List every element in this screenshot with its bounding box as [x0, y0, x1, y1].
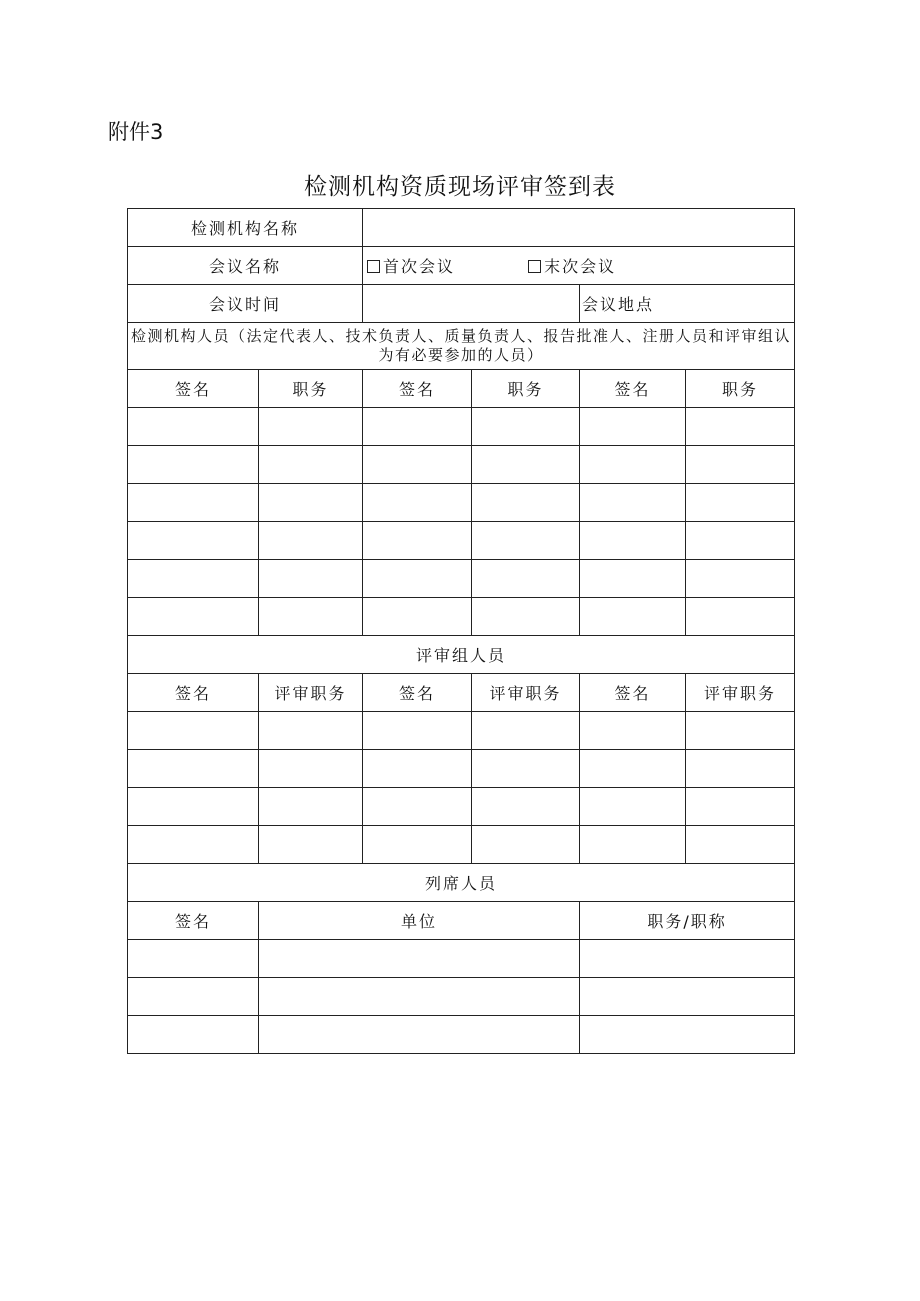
meeting-type-options [363, 247, 795, 285]
sign-cell[interactable] [128, 788, 259, 826]
org_section-column-headers [128, 370, 795, 408]
duty-cell[interactable] [472, 484, 580, 522]
duty-cell[interactable] [472, 560, 580, 598]
review_section-column-headers [128, 674, 795, 712]
meeting-time-field[interactable] [363, 285, 580, 323]
duty-cell[interactable] [259, 598, 363, 636]
table-row [128, 750, 795, 788]
duty-cell[interactable] [472, 712, 580, 750]
meeting-place-label: 会议地点 [580, 285, 795, 323]
duty-column-header: 评审职务 [686, 674, 795, 712]
unit-cell[interactable] [259, 978, 580, 1016]
sign-cell[interactable] [128, 1016, 259, 1054]
title-cell[interactable] [580, 978, 795, 1016]
duty-cell[interactable] [686, 522, 795, 560]
sign-cell[interactable] [363, 712, 472, 750]
duty-column-header: 评审职务 [259, 674, 363, 712]
unit-cell[interactable] [259, 940, 580, 978]
duty-cell[interactable] [259, 408, 363, 446]
sign-column-header: 签名 [128, 674, 259, 712]
sign-cell[interactable] [580, 712, 686, 750]
duty-cell[interactable] [259, 826, 363, 864]
sign-cell[interactable] [363, 598, 472, 636]
duty-cell[interactable] [259, 712, 363, 750]
sign-cell[interactable] [580, 522, 686, 560]
duty-cell[interactable] [686, 446, 795, 484]
duty-column-header: 职务 [472, 370, 580, 408]
duty-cell[interactable] [259, 484, 363, 522]
sign-cell[interactable] [128, 408, 259, 446]
duty-cell[interactable] [686, 712, 795, 750]
table-row [128, 788, 795, 826]
org-section-heading: 检测机构人员（法定代表人、技术负责人、质量负责人、报告批准人、注册人员和评审组认为有必要参加的人员） [128, 323, 795, 370]
duty-cell[interactable] [686, 408, 795, 446]
sign-cell[interactable] [363, 788, 472, 826]
sign-cell[interactable] [580, 788, 686, 826]
sign-cell[interactable] [580, 750, 686, 788]
table-row [128, 978, 795, 1016]
duty-cell[interactable] [686, 484, 795, 522]
duty-cell[interactable] [686, 788, 795, 826]
sign-cell[interactable] [580, 484, 686, 522]
table-row [128, 826, 795, 864]
table-row [128, 484, 795, 522]
duty-cell[interactable] [259, 788, 363, 826]
title-cell[interactable] [580, 1016, 795, 1054]
unit-column-header: 单位 [259, 902, 580, 940]
table-row [128, 598, 795, 636]
duty-column-header: 评审职务 [472, 674, 580, 712]
page-title: 检测机构资质现场评审签到表 [304, 174, 616, 200]
sign-cell[interactable] [363, 560, 472, 598]
sign-cell[interactable] [128, 522, 259, 560]
sign-column-header: 签名 [128, 370, 259, 408]
attend-section-heading: 列席人员 [128, 864, 795, 902]
sign-cell[interactable] [580, 598, 686, 636]
sign-column-header: 签名 [580, 370, 686, 408]
duty-column-header: 职务 [259, 370, 363, 408]
sign-cell[interactable] [580, 446, 686, 484]
duty-cell[interactable] [686, 750, 795, 788]
attachment-label: 附件3 [108, 120, 164, 144]
sign-cell[interactable] [363, 750, 472, 788]
sign-cell[interactable] [128, 712, 259, 750]
sign-cell[interactable] [363, 408, 472, 446]
org-name-field[interactable] [363, 209, 795, 247]
duty-cell[interactable] [259, 750, 363, 788]
sign-cell[interactable] [580, 560, 686, 598]
duty-cell[interactable] [472, 446, 580, 484]
sign-in-form [127, 208, 795, 1054]
sign-cell[interactable] [128, 446, 259, 484]
table-row [128, 1016, 795, 1054]
sign-cell[interactable] [128, 750, 259, 788]
duty-cell[interactable] [472, 522, 580, 560]
table-row [128, 940, 795, 978]
duty-cell[interactable] [686, 598, 795, 636]
sign-column-header: 签名 [128, 902, 259, 940]
sign-cell[interactable] [363, 826, 472, 864]
duty-cell[interactable] [472, 788, 580, 826]
attend-column-headers [128, 902, 795, 940]
sign-cell[interactable] [128, 598, 259, 636]
duty-cell[interactable] [472, 598, 580, 636]
sign-column-header: 签名 [363, 674, 472, 712]
sign-cell[interactable] [580, 826, 686, 864]
first-meeting-label: 首次会议 [383, 257, 456, 276]
review-section-heading: 评审组人员 [128, 636, 795, 674]
sign-cell[interactable] [128, 978, 259, 1016]
sign-cell[interactable] [363, 446, 472, 484]
last-meeting-label: 末次会议 [544, 257, 617, 276]
sign-cell[interactable] [363, 522, 472, 560]
duty-column-header: 职务 [686, 370, 795, 408]
duty-cell[interactable] [259, 522, 363, 560]
duty-cell[interactable] [472, 408, 580, 446]
duty-cell[interactable] [686, 826, 795, 864]
table-row [128, 408, 795, 446]
duty-cell[interactable] [472, 750, 580, 788]
first-meeting-checkbox[interactable] [367, 260, 380, 273]
table-row [128, 522, 795, 560]
last-meeting-checkbox[interactable] [528, 260, 541, 273]
table-row [128, 560, 795, 598]
meeting-time-label: 会议时间 [128, 285, 363, 323]
title-cell[interactable] [580, 940, 795, 978]
sign-cell[interactable] [128, 560, 259, 598]
sign-cell[interactable] [128, 826, 259, 864]
org-name-label: 检测机构名称 [128, 209, 363, 247]
duty-cell[interactable] [259, 446, 363, 484]
sign-cell[interactable] [363, 484, 472, 522]
sign-cell[interactable] [128, 940, 259, 978]
sign-column-header: 签名 [363, 370, 472, 408]
duty-cell[interactable] [686, 560, 795, 598]
sign-cell[interactable] [128, 484, 259, 522]
sign-column-header: 签名 [580, 674, 686, 712]
table-row [128, 712, 795, 750]
title-column-header: 职务/职称 [580, 902, 795, 940]
meeting-name-label: 会议名称 [128, 247, 363, 285]
duty-cell[interactable] [259, 560, 363, 598]
unit-cell[interactable] [259, 1016, 580, 1054]
sign-cell[interactable] [580, 408, 686, 446]
duty-cell[interactable] [472, 826, 580, 864]
table-row [128, 446, 795, 484]
